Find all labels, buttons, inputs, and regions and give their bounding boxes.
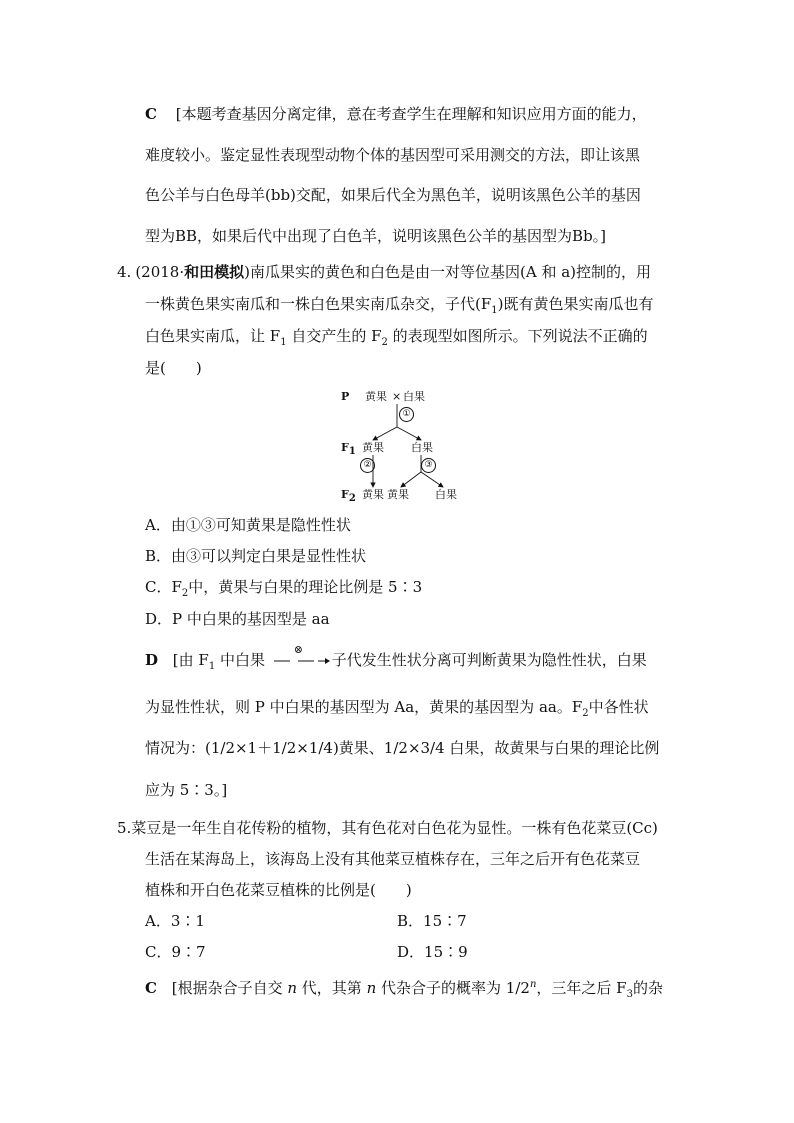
question-4-line-1: 4. (2018·和田模拟)南瓜果实的黄色和白色是由一对等位基因(A 和 a)控制的，用 [117,263,652,281]
genetics-diagram [335,385,475,505]
answer-4-line-4: 应为 5∶3。] [145,781,228,799]
question-source: 和田模拟 [184,263,245,281]
step-1-marker: ① [399,406,414,422]
answer-4-line-2: 为显性性状，则 P 中白果的基因型为 Aa，黄果的基因型为 aa。$F_2$中各性状 [145,698,649,719]
option-b: B．由③可以判定白果是显性性状 [145,547,367,565]
dashed-arrow-icon [270,650,332,670]
answer-4-line-3: 情况为：(1/2×1＋1/2×1/4)黄果、1/2×3/4 白果，故黄果与白果的理论比例 [145,739,660,757]
f1-yellow-fruit: 黄果 [362,441,384,454]
answer-3-line-4: 型为BB，如果后代中出现了白色羊，说明该黑色公羊的基因型为Bb。] [145,227,607,245]
answer-5-line-1: C [根据杂合子自交 n 代，其第 n 代杂合子的概率为 1/2$^n$，三年之后 $F_3$的杂 [145,979,663,1000]
f1-white-to-f2-white [421,472,443,487]
answer-letter: D [145,651,159,669]
cross-symbol: × [392,390,402,403]
p-yellow-fruit: 黄果 [365,390,387,403]
generation-p-label: P [341,390,350,403]
option-c: C．9∶7 [145,943,206,961]
p-white-fruit: 白果 [403,390,425,403]
question-number: 5. [117,819,132,837]
option-d: D．P 中白果的基因型是 aa [145,610,330,628]
step-3-marker: ③ [421,457,436,473]
p-to-f1-white-branch [397,427,421,440]
answer-3-line-1: C [本题考查基因分离定律，意在考查学生在理解和知识应用方面的能力， [145,105,647,123]
question-4-line-3: 白色果实南瓜，让 $F_1$ 自交产生的 $F_2$ 的表现型如图所示。下列说法不正确的 [145,327,648,348]
option-d: D．15∶9 [397,943,468,961]
answer-4-line-1: D [由 $F_1$ 中白果 ⊗ 子代发生性状分离可判断黄果为隐性性状，白果 [145,650,647,670]
f2-white-fruit: 白果 [435,488,457,501]
answer-3-line-2: 难度较小。鉴定显性表现型动物个体的基因型可采用测交的方法，即让该黑 [145,146,641,164]
question-5-line-2: 生活在某海岛上，该海岛上没有其他菜豆植株存在，三年之后开有色花菜豆 [145,850,641,868]
question-5-line-3: 植株和开白色花菜豆植株的比例是( ) [145,881,412,899]
option-b: B．15∶7 [397,912,467,930]
f1-white-to-f2-yellow [401,472,421,487]
question-4-line-2: 一株黄色果实南瓜和一株白色果实南瓜杂交，子代$(F_1)$既有黄色果实南瓜也有 [145,295,654,316]
answer-letter: C [145,979,157,997]
option-a: A．由①③可知黄果是隐性性状 [145,516,351,534]
answer-3-line-3: 色公羊与白色母羊(bb)交配，如果后代全为黑色羊，说明该黑色公羊的基因 [145,186,641,204]
question-5-line-1: 5.菜豆是一年生自花传粉的植物，其有色花对白色花为显性。一株有色花菜豆(Cc) [117,819,658,837]
diagram-arrows [335,385,475,505]
option-c: C．$F_2$中，黄果与白果的理论比例是 5∶3 [145,578,423,599]
generation-f1-label: $F_1$ [341,441,356,458]
self-cross-arrow [270,643,332,670]
question-number: 4. [117,263,132,281]
f2-yellow-fruit-2: 黄果 [387,488,409,501]
f1-white-fruit: 白果 [411,441,433,454]
option-a: A．3∶1 [145,912,205,930]
answer-letter: C [145,105,157,123]
p-to-f1-yellow-branch [373,427,397,440]
self-cross-symbol: ⊗ [293,643,303,656]
f2-yellow-fruit-1: 黄果 [362,488,384,501]
generation-f2-label: $F_2$ [341,488,356,505]
step-2-marker: ② [360,457,375,473]
question-4-line-4: 是( ) [145,359,202,377]
